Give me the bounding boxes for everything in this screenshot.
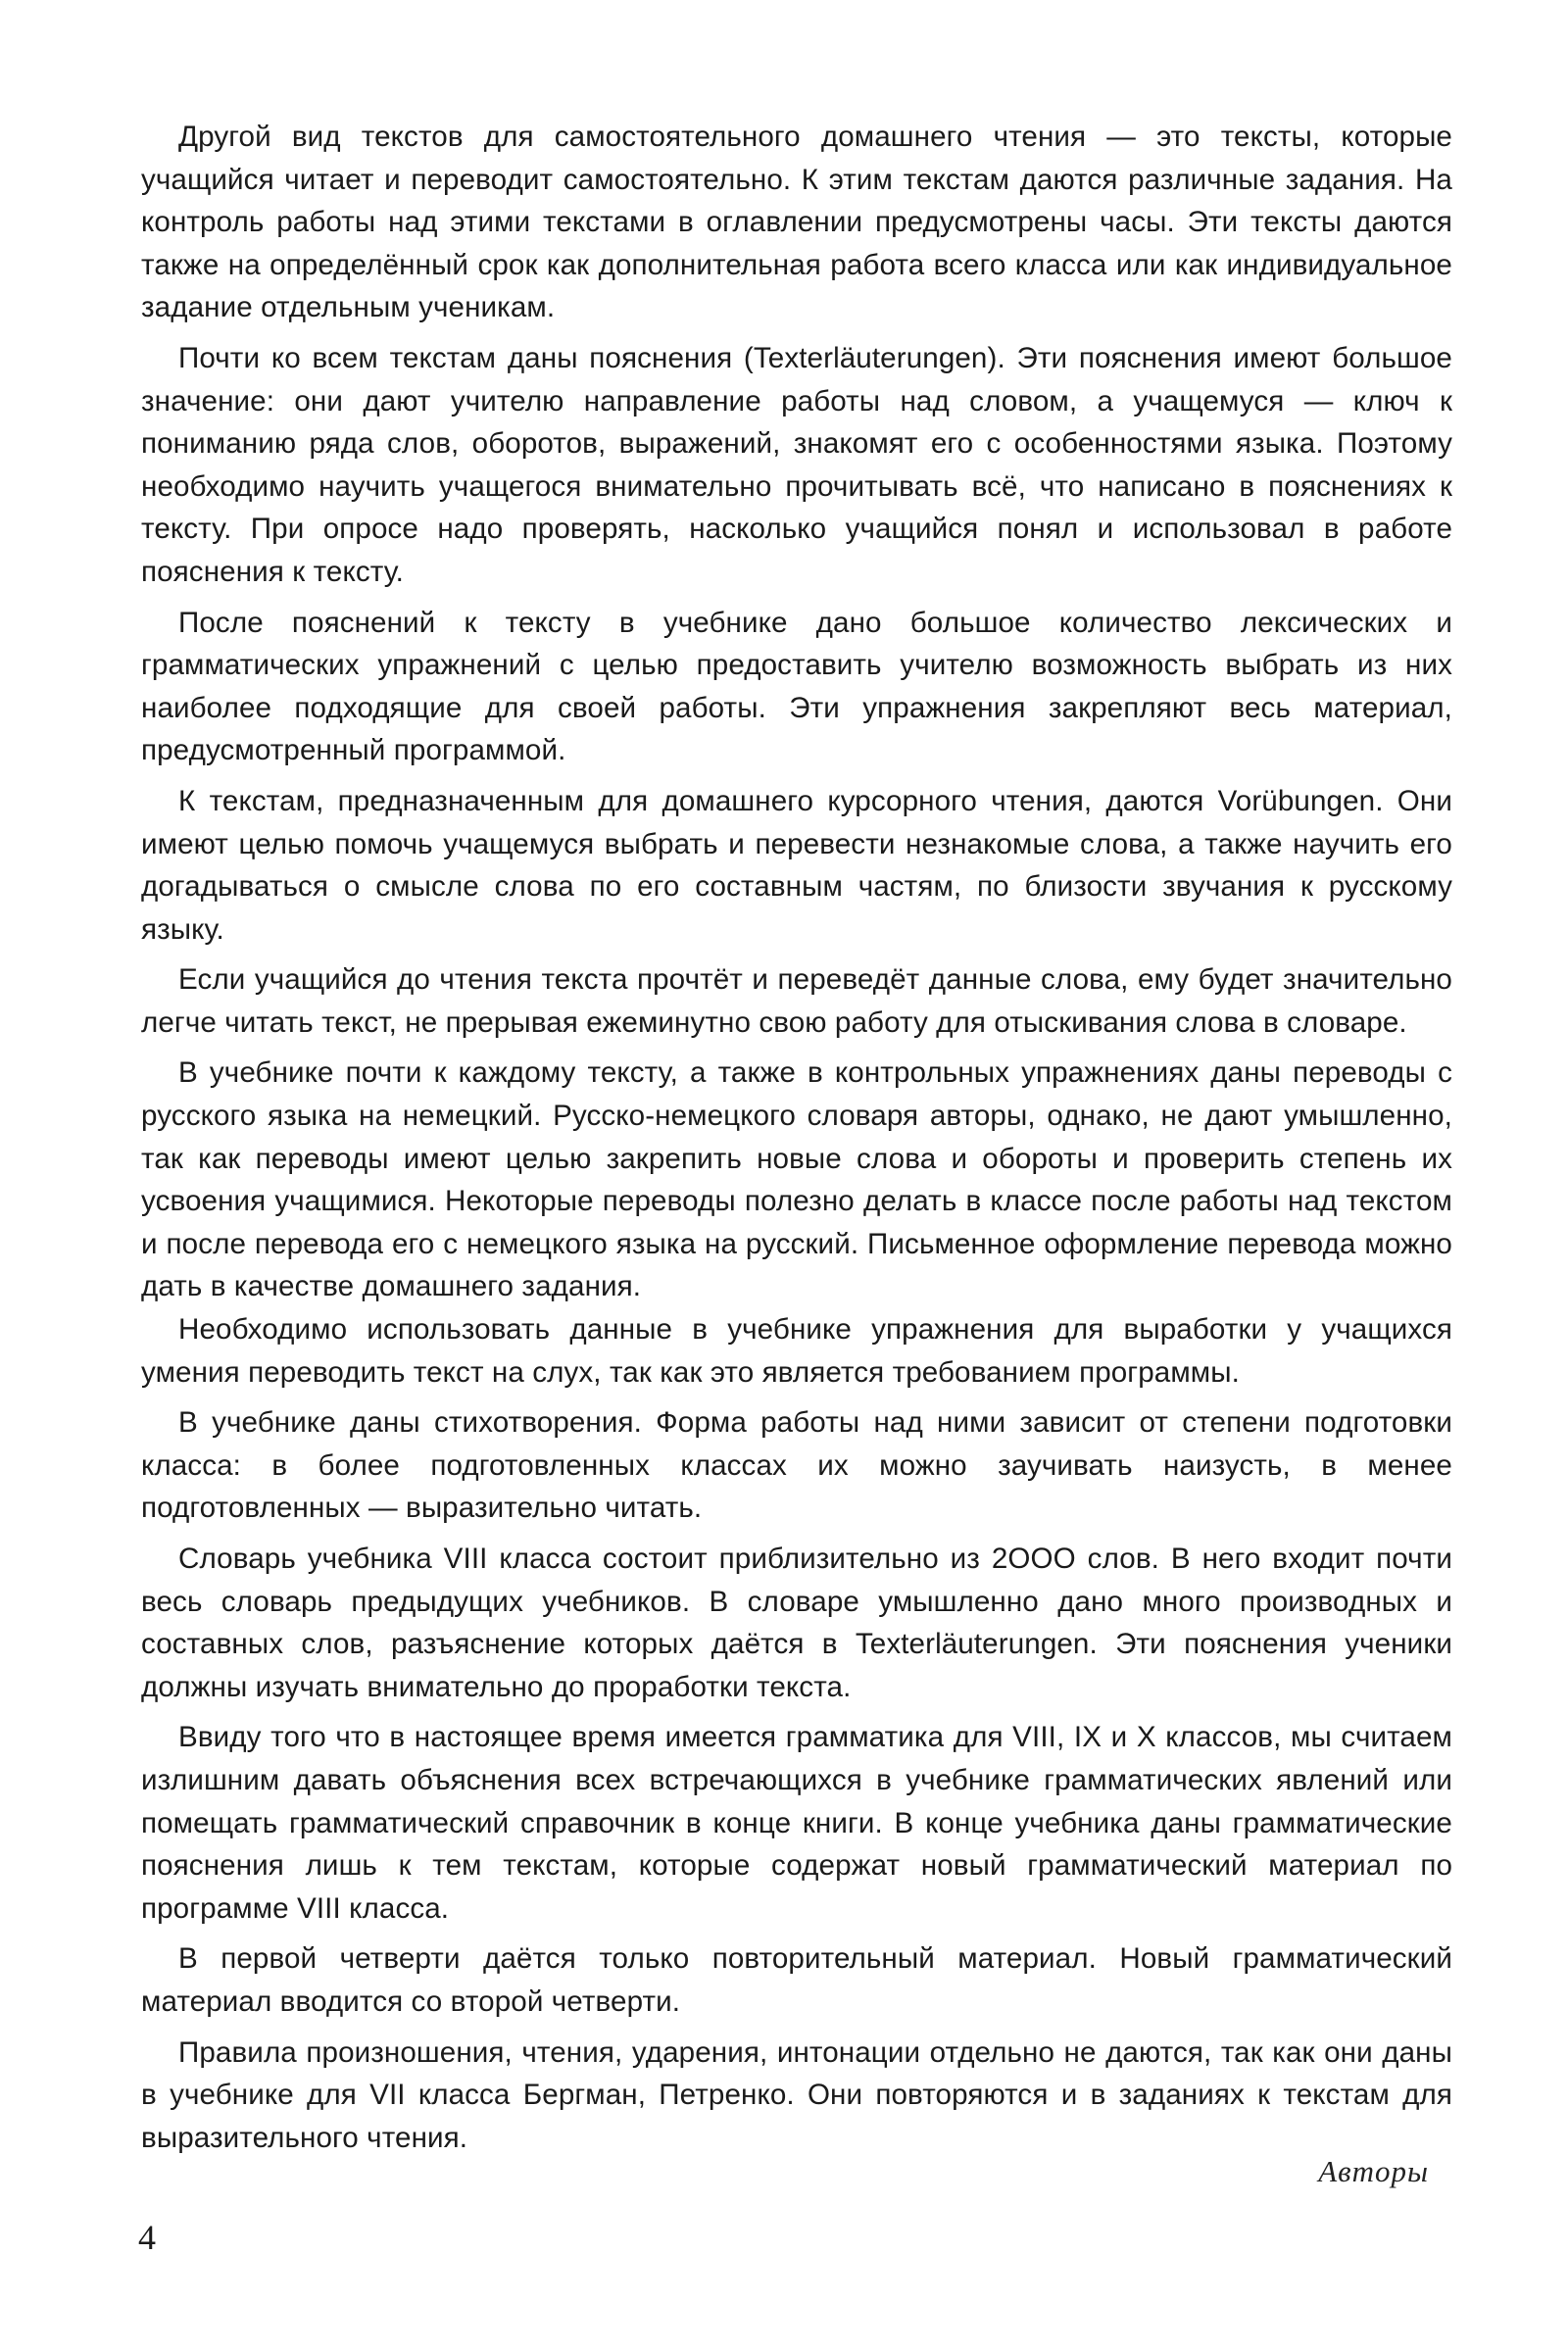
paragraph-11: В первой четверти даётся только повторительный материал. Новый грамматический материал вводится со второй четверти. <box>141 1942 1452 2018</box>
paragraph-9: Словарь учебника VIII класса состоит приблизительно из 2ООО слов. В него входит почти весь словарь предыдущих учебников. В словаре умышленно дано много производных и составных слов, разъяснение которых даётся в Texterläuterungen. Эти пояснения ученики должны изучать внимательно до проработки текста. <box>141 1543 1452 1703</box>
paragraph-5: Если учащийся до чтения текста прочтёт и переведёт данные слова, ему будет значительно легче читать текст, не прерывая ежеминутно свою работу для отыскивания слова в словаре. <box>141 963 1452 1039</box>
paragraph-12: Правила произношения, чтения, ударения, интонации отдельно не даются, так как они даны в учебнике для VII класса Бергман, Петренко. Они повторяются и в заданиях к текстам для выразительного чтения. <box>141 2035 1452 2154</box>
paragraph-3: После пояснений к тексту в учебнике дано большое количество лексических и грамматических упражнений с целью предоставить учителю возможность выбрать из них наиболее подходящие для своей работы. Эти упражнения закрепляют весь материал, предусмотренный программой. <box>141 606 1452 767</box>
paragraph-10: Ввиду того что в настоящее время имеется грамматика для VIII, IX и X классов, мы считаем излишним давать объяснения всех встречающихся в учебнике грамматических явлений или помещать грамматический справочник в конце книги. В конце учебника даны грамматические пояснения лишь к тем текстам, которые содержат новый грамматический материал по программе VIII класса. <box>141 1721 1452 1925</box>
paragraph-4: К текстам, предназначенным для домашнего курсорного чтения, даются Vorübungen. Они имеют целью помочь учащемуся выбрать и перевести незнакомые слова, а также научить его догадываться о смысле слова по его составным частям, по близости звучания к русскому языку. <box>141 784 1452 946</box>
paragraph-2: Почти ко всем текстам даны пояснения (Texterläuterungen). Эти пояснения имеют большое значение: они дают учителю направление работы над словом, а учащемуся — ключ к пониманию ряда слов, оборотов, выражений, знакомят его с особенностями языка. Поэтому необходимо научить учащегося внимательно прочитывать всё, что написано в пояснениях к тексту. При опросе надо проверять, насколько учащийся понял и использовал в работе пояснения к тексту. <box>141 341 1452 588</box>
page-number: 4 <box>138 2218 156 2257</box>
paragraph-7: Необходимо использовать данные в учебнике упражнения для выработки у учащихся умения переводить текст на слух, так как это является требованием программы. <box>141 1313 1452 1389</box>
paragraph-1: Другой вид текстов для самостоятельного домашнего чтения — это тексты, которые учащийся читает и переводит самостоятельно. К этим текстам даются различные задания. На контроль работы над этими текстами в оглавлении предусмотрены часы. Эти тексты даются также на определённый срок как дополнительная работа всего класса или как индивидуальное задание отдельным ученикам. <box>141 121 1452 324</box>
authors-signature: Авторы <box>1318 2154 1429 2188</box>
paragraph-6: В учебнике почти к каждому тексту, а также в контрольных упражнениях даны переводы с русского языка на немецкий. Русско-немецкого словаря авторы, однако, не дают умышленно, так как переводы имеют целью закрепить новые слова и обороты и проверить степень их усвоения учащимися. Некоторые переводы полезно делать в классе после работы над текстом и после перевода его с немецкого языка на русский. Письменное оформление перевода можно дать в качестве домашнего задания. <box>141 1056 1452 1303</box>
paragraph-8: В учебнике даны стихотворения. Форма работы над ними зависит от степени подготовки класса: в более подготовленных классах их можно заучивать наизусть, в менее подготовленных — выразительно читать. <box>141 1406 1452 1525</box>
body-text <box>141 116 1452 2167</box>
